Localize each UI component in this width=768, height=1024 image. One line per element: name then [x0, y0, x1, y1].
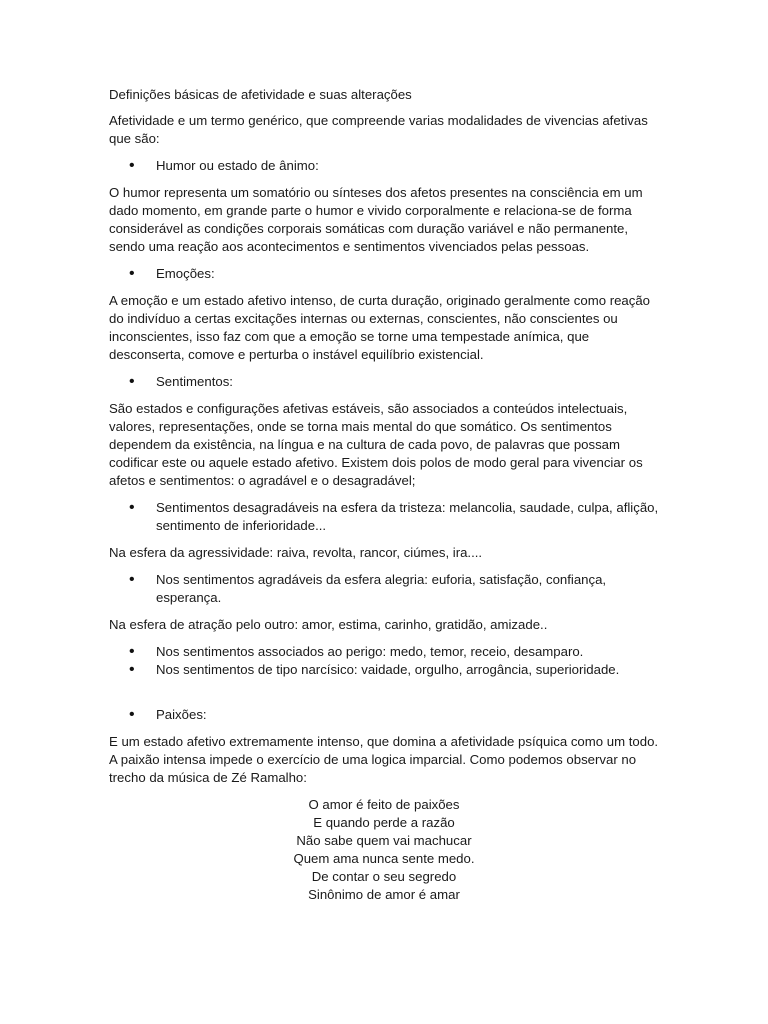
tristeza-bullet-list	[109, 499, 661, 535]
blank-spacer	[109, 688, 661, 706]
emocoes-heading: • Emoções:	[109, 265, 661, 283]
atracao-paragraph: Na esfera de atração pelo outro: amor, estima, carinho, gratidão, amizade..	[109, 617, 548, 632]
paixoes-heading: • Paixões:	[109, 706, 661, 724]
narcisico-bullet: • Nos sentimentos de tipo narcísico: vaidade, orgulho, arrogância, superioridade.	[109, 661, 661, 679]
humor-paragraph: O humor representa um somatório ou sínteses dos afetos presentes na consciência em um dado momento, em grande parte o humor e vivido corporalmente e relaciona-se de forma considerável as condições corporais somáticas com duração variável e não permanente, sendo uma reação aos acontecimentos e sentimentos vivenciados pelas pessoas.	[109, 185, 643, 254]
alegria-bullet: • Nos sentimentos agradáveis da esfera alegria: euforia, satisfação, confiança, esperança.	[109, 571, 661, 607]
agressividade-paragraph: Na esfera da agressividade: raiva, revolta, rancor, ciúmes, ira....	[109, 545, 483, 560]
intro-paragraph: Afetividade e um termo genérico, que compreende varias modalidades de vivencias afetivas que são:	[109, 113, 648, 146]
poem-line: De contar o seu segredo	[311, 869, 457, 884]
humor-heading: • Humor ou estado de ânimo:	[109, 157, 661, 175]
emocoes-bullet-list	[109, 265, 661, 283]
poem-line: Não sabe quem vai machucar	[296, 833, 472, 848]
sentimentos-paragraph: São estados e configurações afetivas estáveis, são associados a conteúdos intelectuais, valores, representações, onde se torna mais mental do que somático. Os sentimentos dependem da existência, na língua e na cultura de cada povo, de palavras que possam codificar este ou aquele estado afetivo. Existem dois polos de modo geral para vivenciar os afetos e sentimentos: o agradável e o desagradável;	[109, 401, 643, 488]
paixoes-bullet-list	[109, 706, 661, 724]
document-title: Definições básicas de afetividade e suas alterações	[109, 87, 412, 102]
humor-bullet-list	[109, 157, 661, 175]
perigo-bullet: • Nos sentimentos associados ao perigo: medo, temor, receio, desamparo.	[109, 643, 661, 661]
tristeza-bullet: • Sentimentos desagradáveis na esfera da tristeza: melancolia, saudade, culpa, aflição, sentimento de inferioridade...	[109, 499, 661, 535]
poem-line: Sinônimo de amor é amar	[308, 887, 460, 902]
poem-line: O amor é feito de paixões	[308, 797, 460, 812]
document-page	[109, 86, 661, 904]
sentimentos-heading: • Sentimentos:	[109, 373, 661, 391]
sentimentos-bullet-list	[109, 373, 661, 391]
alegria-bullet-list	[109, 571, 661, 607]
perigo-narcisico-bullet-list	[109, 643, 661, 679]
paixoes-paragraph: E um estado afetivo extremamente intenso, que domina a afetividade psíquica como um todo. A paixão intensa impede o exercício de uma logica imparcial. Como podemos observar no trecho da música de Zé Ramalho:	[109, 734, 659, 785]
poem-line: Quem ama nunca sente medo.	[293, 851, 475, 866]
poem-line: E quando perde a razão	[313, 815, 455, 830]
emocoes-paragraph: A emoção e um estado afetivo intenso, de curta duração, originado geralmente como reação do indivíduo a certas excitações internas ou externas, conscientes, não conscientes ou inconscientes, isso faz com que a emoção se torne uma tempestade anímica, que desconserta, comove e perturba o instável equilíbrio existencial.	[109, 293, 651, 362]
song-excerpt	[109, 796, 661, 904]
